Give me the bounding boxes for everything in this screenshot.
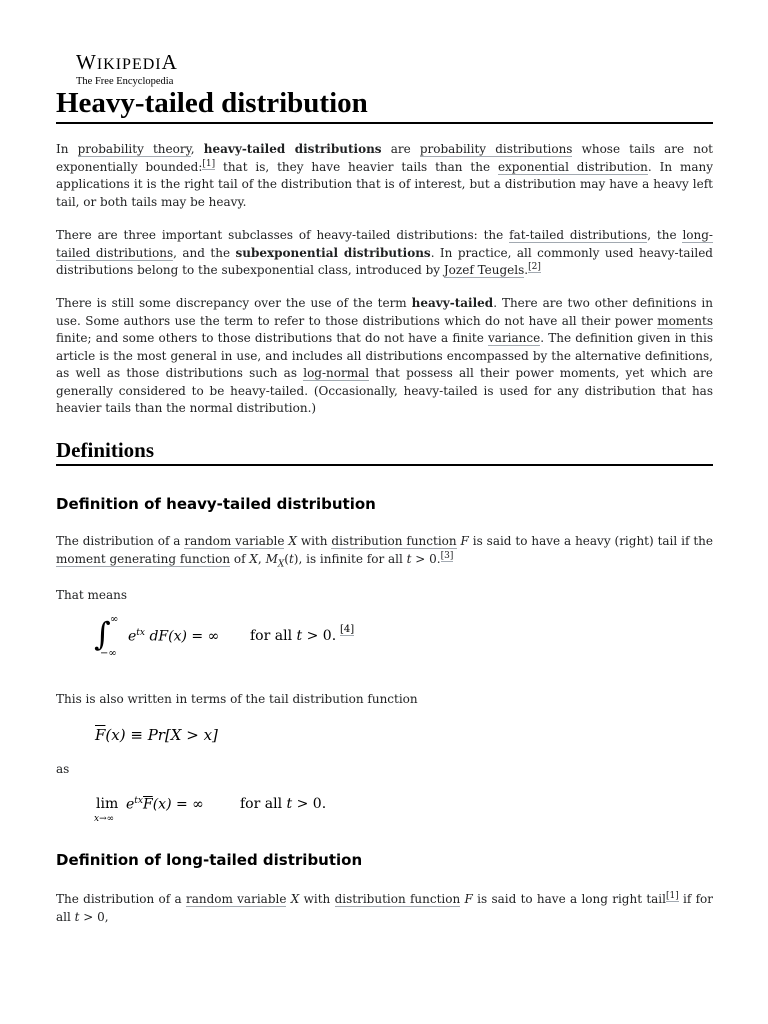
text: , the [647, 228, 683, 242]
math-var: X [288, 534, 297, 548]
text: is said to have a heavy (right) tail if the [468, 534, 713, 548]
math-var: M [265, 551, 278, 566]
heavy-tailed-definition-paragraph [56, 533, 713, 573]
link-jozef-teugels[interactable]: Jozef Teugels [443, 263, 525, 277]
text: ), is infinite for all [293, 551, 407, 566]
math-var: $\overline{F}$ [95, 726, 106, 744]
math-var: X [277, 558, 285, 569]
wikipedia-logo[interactable] [76, 51, 178, 88]
math-var: t [288, 551, 294, 566]
text: if for all [56, 892, 713, 924]
subsection-heading-long-tailed: Definition of long-tailed distribution [56, 851, 363, 869]
link-distribution-function[interactable]: distribution function [334, 892, 461, 906]
math-var: t [296, 628, 303, 644]
text: > 0. [306, 628, 337, 644]
math-var: t [286, 796, 293, 812]
math-expression: (x) ≡ Pr[X > x] [105, 726, 218, 744]
condition [240, 796, 326, 812]
text: > 0. [411, 551, 441, 566]
link-random-variable[interactable]: random variable [185, 892, 287, 906]
math-var: F [460, 534, 469, 548]
equation-tail-function [95, 726, 218, 744]
text: . In practice, all commonly used heavy-tailed distributions belong to the subexponential class, introduced by [56, 245, 713, 277]
limit-expression [126, 796, 204, 813]
link-probability-theory[interactable]: probability theory [77, 142, 191, 156]
text: is said to have a long right tail [472, 892, 666, 906]
reference-2[interactable] [528, 262, 541, 273]
text: > 0. [296, 796, 327, 812]
math-var: $\overline{F}$ [143, 796, 153, 813]
equation-limit [94, 794, 394, 826]
text: The distribution of a [56, 534, 185, 548]
math-var: X [249, 551, 258, 566]
math-var: F [464, 892, 473, 906]
reference-1[interactable] [202, 159, 215, 170]
link-long-tailed[interactable]: long-tailed distributions [56, 228, 713, 260]
intro-paragraph-1 [56, 141, 713, 211]
text: , [190, 142, 204, 156]
logo-wordmark: WIKIPEDIA [76, 50, 178, 74]
math-var: X [290, 892, 300, 906]
link-variance[interactable]: variance [488, 331, 541, 345]
intro-paragraph-3 [56, 295, 713, 418]
link-log-normal[interactable]: log-normal [303, 366, 370, 380]
equation-integral [94, 612, 514, 662]
reference-1[interactable] [666, 891, 679, 902]
condition [250, 628, 336, 644]
limit-subscript: x→∞ [94, 814, 115, 824]
text: In [56, 142, 78, 156]
link-fat-tailed[interactable]: fat-tailed distributions [509, 228, 648, 242]
text: with [296, 534, 332, 548]
math-expression: (x) = ∞ [152, 796, 204, 813]
link-random-variable[interactable]: random variable [184, 534, 285, 548]
text: finite; and some others to those distributions that do not have a finite [56, 331, 489, 345]
reference-1-link[interactable]: [1] [665, 891, 679, 901]
link-probability-distributions[interactable]: probability distributions [419, 142, 573, 156]
link-moments[interactable]: moments [657, 313, 713, 328]
limit-operator: lim [96, 796, 119, 812]
text: that possess all their power moments, yet which are generally considered to be heavy-tailed. (Occasionally, heavy-tailed is used for any distribution that has heavier tails than the normal distribution.) [56, 366, 713, 415]
text: . [524, 263, 529, 277]
text: . The definition given in this article is the most general in use, and includes all distributions encompassed by the alternative definitions, as well as those distributions such as [56, 331, 713, 380]
section-heading-definitions: Definitions [56, 436, 713, 466]
term-heavy-tailed-distributions: heavy-tailed distributions [203, 142, 382, 156]
as-text: as [56, 762, 70, 776]
also-written-text: This is also written in terms of the tail distribution function [56, 692, 418, 706]
link-distribution-function[interactable]: distribution function [331, 534, 457, 548]
math-var: tx [134, 796, 143, 806]
integral-upper-limit: ∞ [110, 614, 119, 625]
text: . In many applications it is the right tail of the distribution that is of interest, but a distribution may have a heavy left tail, or both tails may be heavy. [56, 159, 713, 209]
math-expression: dF(x) = ∞ [149, 628, 220, 645]
text: ( [284, 551, 289, 566]
term-subexponential: subexponential distributions [235, 245, 431, 260]
reference-1-link[interactable]: [1] [202, 158, 216, 169]
text: The distribution of a [56, 892, 186, 906]
reference-3[interactable] [441, 551, 454, 562]
intro-paragraph-2 [56, 227, 713, 280]
text: . There are two other definitions in use. Some authors use the term to refer to those distributions which do not have all their power [56, 296, 714, 328]
long-tailed-definition-paragraph [56, 891, 713, 926]
math-var: t [74, 909, 80, 924]
reference-2-link[interactable]: [2] [528, 262, 541, 272]
integral-lower-limit: −∞ [100, 648, 117, 659]
math-var: e [128, 628, 137, 645]
text: > 0, [79, 909, 109, 924]
text: are [381, 142, 420, 156]
math-var: t [406, 551, 412, 566]
text: for all [240, 796, 283, 812]
page-title: Heavy-tailed distribution [56, 84, 713, 124]
text: that is, they have heavier tails than the [215, 159, 498, 174]
integrand [128, 628, 219, 645]
reference-4[interactable]: [4] [340, 624, 355, 635]
subsection-heading-heavy-tailed: Definition of heavy-tailed distribution [56, 495, 376, 513]
link-moment-generating-function[interactable]: moment generating function [56, 551, 231, 566]
that-means-text: That means [56, 588, 128, 602]
reference-3-link[interactable]: [3] [440, 550, 454, 561]
text: with [299, 892, 335, 906]
math-var: tx [136, 628, 145, 638]
math-var: e [126, 796, 135, 813]
text: There is still some discrepancy over the use of the term [56, 296, 412, 310]
text: whose tails are not exponentially bounded: [56, 142, 713, 174]
text: for all [250, 628, 293, 644]
text: of [230, 551, 250, 566]
text: There are three important subclasses of heavy-tailed distributions: the [56, 228, 510, 242]
text: , and the [173, 245, 236, 260]
integral-sign: ∫ [94, 615, 111, 653]
text: , [257, 551, 266, 566]
term-heavy-tailed: heavy-tailed [411, 296, 494, 310]
logo-tagline: The Free Encyclopedia [76, 76, 174, 87]
link-exponential-distribution[interactable]: exponential distribution [497, 159, 648, 174]
